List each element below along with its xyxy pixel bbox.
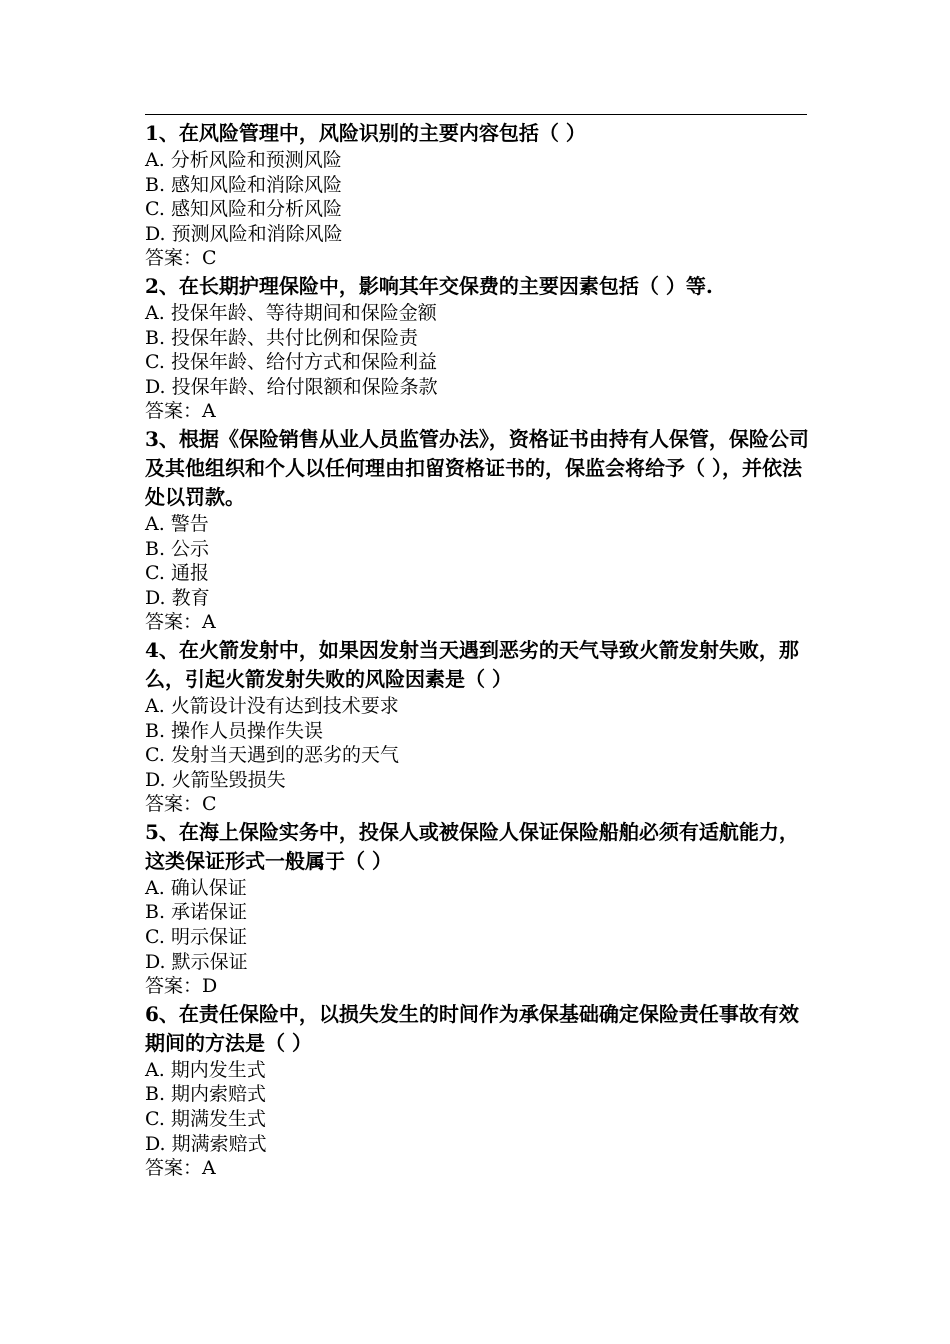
option-b: B. 操作人员操作失误 [145,719,324,742]
option-a: A. 投保年龄、等待期间和保险金额 [145,301,437,324]
option-a: A. 分析风险和预测风险 [145,149,342,171]
option-a: A. 警告 [145,512,209,535]
answer: 答案：D [145,975,218,998]
header-rule [145,114,807,115]
option-c: C. 期满发生式 [145,1108,266,1131]
option-b: B. 公示 [145,537,210,560]
question-1 [145,118,810,271]
option-a: A. 确认保证 [145,876,247,899]
answer: 答案：A [145,400,216,423]
answer: 答案：A [145,611,216,634]
question-list [145,118,810,1181]
option-b: B. 期内索赔式 [145,1083,267,1106]
option-b: B. 投保年龄、共付比例和保险责 [145,326,419,349]
option-d: D. 期满索赔式 [145,1132,267,1155]
question-2 [145,271,810,424]
option-c: C. 通报 [145,562,209,585]
question-stem: 5、在海上保险实务中，投保人或被保险人保证保险船舶必须有适航能力，这类保证形式一般属于（ ） [145,819,799,873]
option-c: C. 发射当天遇到的恶劣的天气 [145,744,399,767]
option-a: A. 期内发生式 [145,1058,266,1081]
answer: 答案：C [145,793,217,816]
option-d: D. 教育 [145,586,210,609]
option-c: C. 投保年龄、给付方式和保险利益 [145,351,437,374]
question-3 [145,424,810,635]
question-4 [145,635,810,817]
option-b: B. 承诺保证 [145,901,248,924]
question-stem: 4、在火箭发射中，如果因发射当天遇到恶劣的天气导致火箭发射失败，那么，引起火箭发射失败的风险因素是（ ） [145,637,799,691]
question-stem: 6、在责任保险中，以损失发生的时间作为承保基础确定保险责任事故有效期间的方法是（ ） [145,1001,799,1055]
question-stem: 2、在长期护理保险中，影响其年交保费的主要因素包括（ ）等. [145,273,713,298]
option-d: D. 投保年龄、给付限额和保险条款 [145,375,438,398]
option-c: C. 明示保证 [145,926,247,949]
answer: 答案：C [145,247,217,270]
option-d: D. 火箭坠毁损失 [145,768,286,791]
answer: 答案：A [145,1157,216,1180]
question-stem: 1、在风险管理中，风险识别的主要内容包括（ ） [145,121,586,145]
option-b: B. 感知风险和消除风险 [145,173,343,196]
option-d: D. 预测风险和消除风险 [145,222,343,245]
question-stem: 3、根据《保险销售从业人员监管办法》，资格证书由持有人保管，保险公司及其他组织和个人以任何理由扣留资格证书的，保监会将给予（ ），并依法处以罚款。 [145,426,809,509]
question-6 [145,999,810,1181]
option-c: C. 感知风险和分析风险 [145,198,342,221]
option-d: D. 默示保证 [145,950,248,973]
option-a: A. 火箭设计没有达到技术要求 [145,694,399,717]
question-5 [145,817,810,999]
